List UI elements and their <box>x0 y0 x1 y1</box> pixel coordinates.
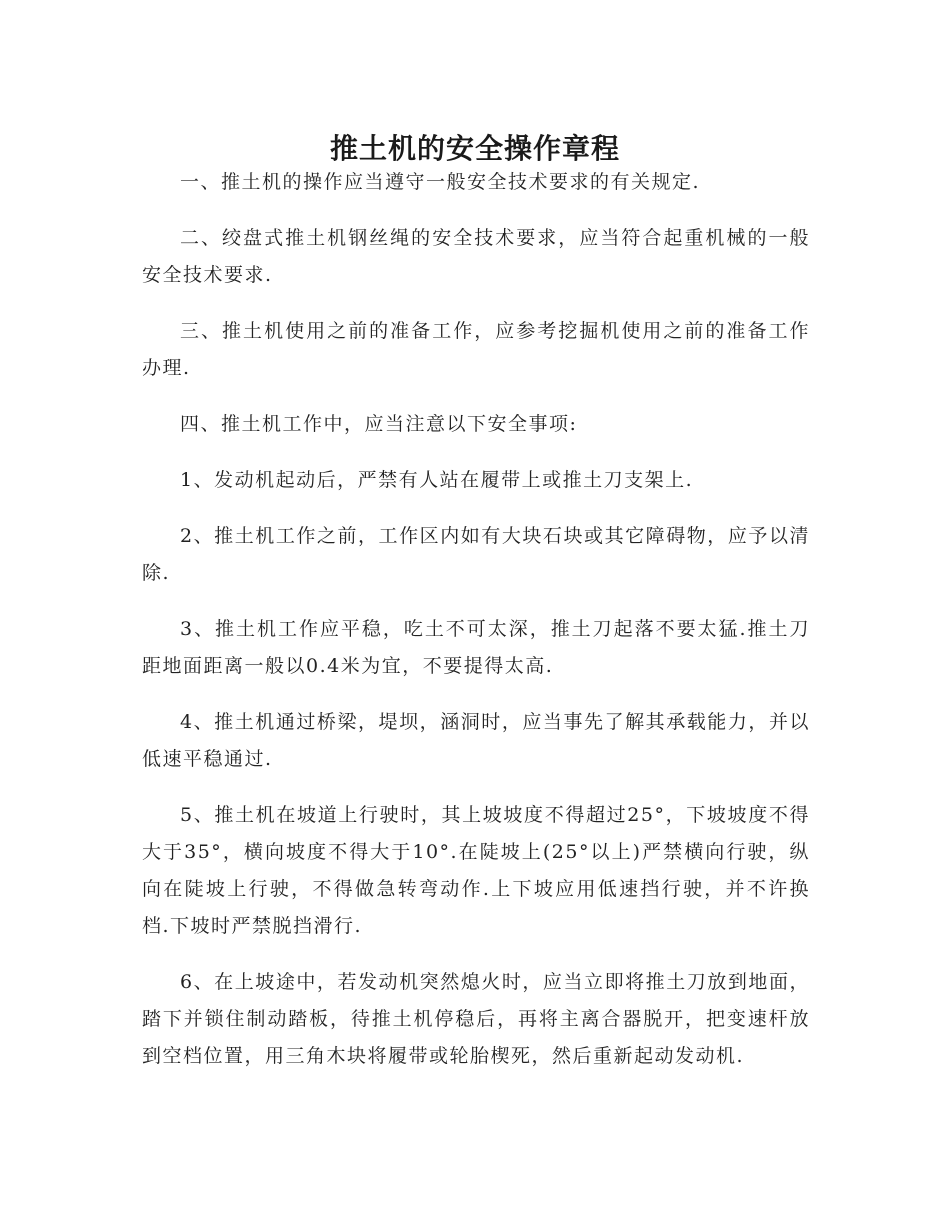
paragraph-10: 6、在上坡途中，若发动机突然熄火时，应当立即将推土刀放到地面，踏下并锁住制动踏板，待推土机停稳后，再将主离合器脱开，把变速杆放到空档位置，用三角木块将履带或轮胎楔死，然后重新起动发动机. <box>142 971 810 1067</box>
paragraph-1: 一、推土机的操作应当遵守一般安全技术要求的有关规定. <box>180 171 701 193</box>
paragraph-8: 4、推土机通过桥梁，堤坝，涵洞时，应当事先了解其承载能力，并以低速平稳通过. <box>142 711 810 770</box>
document-body <box>142 164 810 1094</box>
paragraph-2: 二、绞盘式推土机钢丝绳的安全技术要求，应当符合起重机械的一般安全技术要求. <box>142 227 810 286</box>
paragraph-6: 2、推土机工作之前，工作区内如有大块石块或其它障碍物，应予以清除. <box>142 525 810 584</box>
paragraph-3: 三、推土机使用之前的准备工作，应参考挖掘机使用之前的准备工作办理. <box>142 320 810 379</box>
paragraph-9: 5、推土机在坡道上行驶时，其上坡坡度不得超过25°，下坡坡度不得大于35°，横向坡度不得大于10°.在陡坡上(25°以上)严禁横向行驶，纵向在陡坡上行驶，不得做急转弯动作.上下坡应用低速挡行驶，并不许换档.下坡时严禁脱挡滑行. <box>142 804 810 937</box>
paragraph-7: 3、推土机工作应平稳，吃土不可太深，推土刀起落不要太猛.推土刀距地面距离一般以0.4米为宜，不要提得太高. <box>142 618 810 677</box>
document-title: 推土机的安全操作章程 <box>329 131 620 165</box>
paragraph-4: 四、推土机工作中，应当注意以下安全事项: <box>180 413 578 435</box>
paragraph-5: 1、发动机起动后，严禁有人站在履带上或推土刀支架上. <box>180 469 694 491</box>
